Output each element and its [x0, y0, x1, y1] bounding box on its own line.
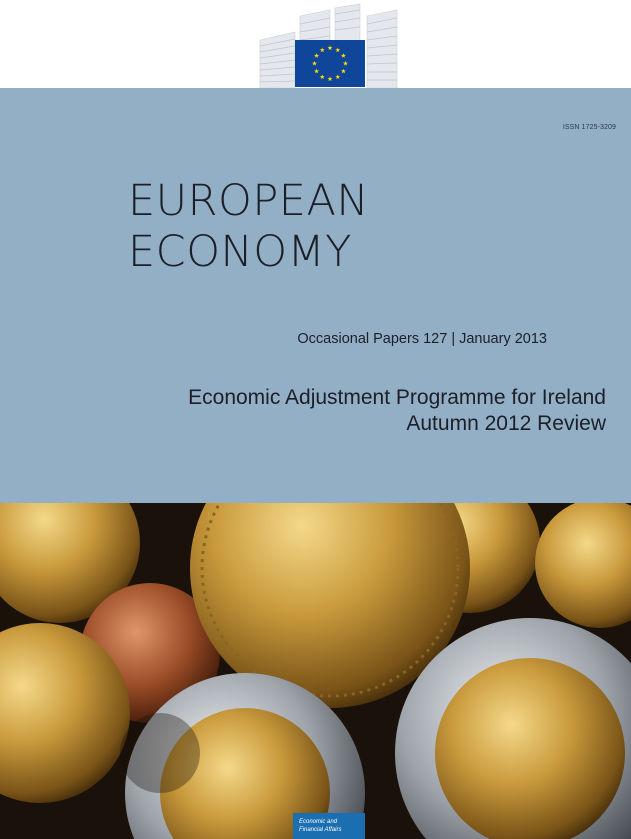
title-band — [0, 88, 631, 503]
dg-badge-text — [299, 818, 341, 834]
document-title-line-1: Economic Adjustment Programme for Ireland — [188, 386, 606, 409]
dg-ecfin-badge — [293, 813, 365, 839]
euro-coins-photo — [0, 503, 631, 839]
dg-badge-line-2: Financial Affairs — [299, 827, 342, 833]
dg-badge-line-1: Economic and — [299, 819, 338, 825]
series-title-line-2: ECONOMY — [128, 227, 352, 277]
document-title — [188, 385, 606, 437]
document-title-line-2: Autumn 2012 Review — [406, 412, 606, 435]
issn-number: ISSN 1725-3209 — [562, 124, 616, 131]
series-title — [128, 176, 369, 278]
series-title-line-1: EUROPEAN — [128, 176, 370, 226]
issue-info: Occasional Papers 127 | January 2013 — [297, 331, 547, 347]
eu-flag-icon — [295, 40, 365, 87]
